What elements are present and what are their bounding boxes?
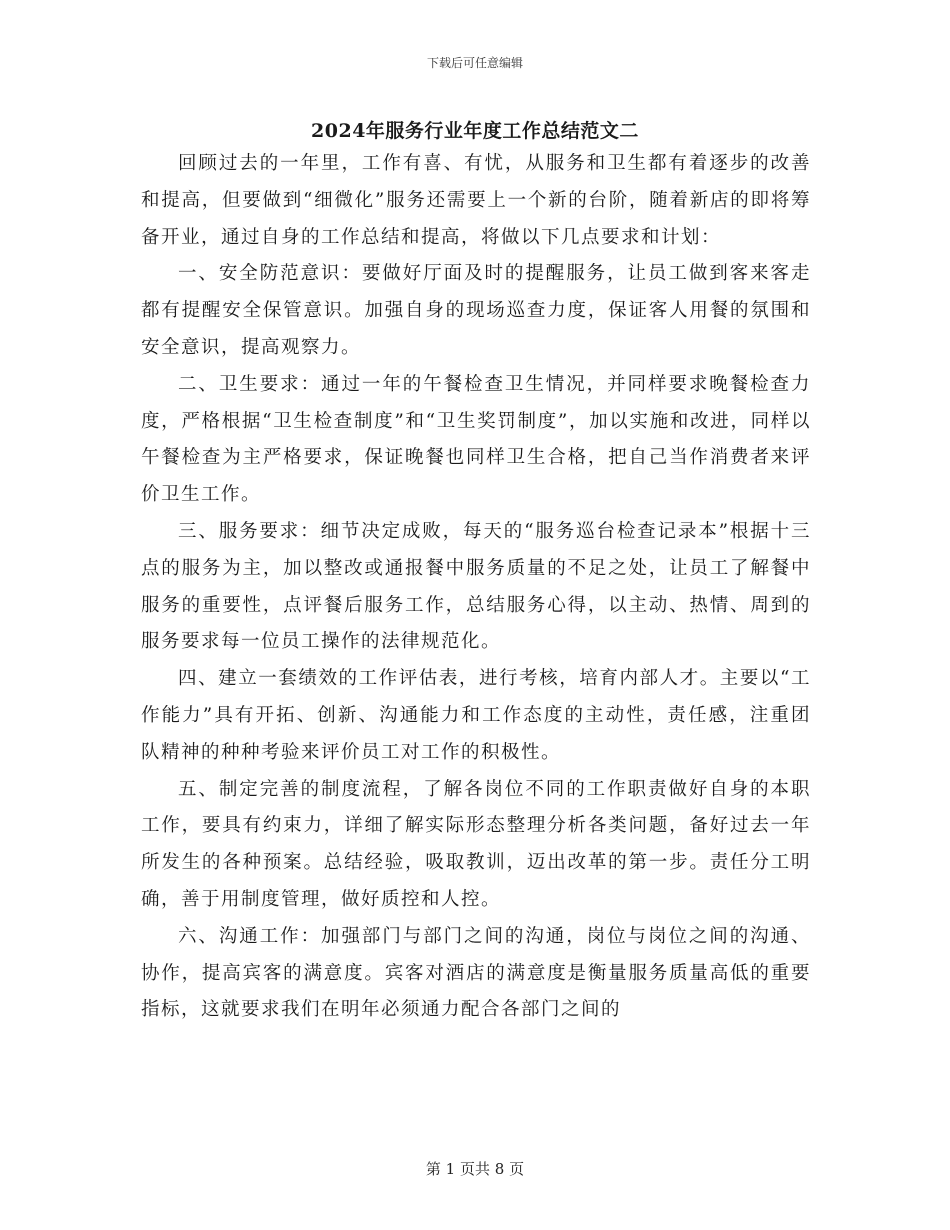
download-note: 下载后可任意编辑 (426, 56, 523, 70)
paragraph-evaluation: 四、建立一套绩效的工作评估表，进行考核，培育内部人才。主要以“工作能力”具有开拓、创新、沟通能力和工作态度的主动性，责任感，注重团队精神的种种考验来评价员工对工作的积极性。 (141, 668, 811, 763)
paragraph-hygiene: 二、卫生要求：通过一年的午餐检查卫生情况，并同样要求晚餐检查力度，严格根据“卫生检查制度”和“卫生奖罚制度”，加以实施和改进，同样以午餐检查为主严格要求，保证晚餐也同样卫生合格，把自己当作消费者来评价卫生工作。 (141, 373, 811, 506)
page-number: 第 1 页共 8 页 (425, 1160, 525, 1178)
document-body (141, 146, 811, 1029)
paragraph-process: 五、制定完善的制度流程，了解各岗位不同的工作职责做好自身的本职工作，要具有约束力，详细了解实际形态整理分析各类问题，备好过去一年所发生的各种预案。总结经验，吸取教训，迈出改革的第一步。责任分工明确，善于用制度管理，做好质控和人控。 (141, 778, 811, 910)
paragraph-service: 三、服务要求：细节决定成败，每天的“服务巡台检查记录本”根据十三点的服务为主，加以整改或通报餐中服务质量的不足之处，让员工了解餐中服务的重要性，点评餐后服务工作，总结服务心得，以主动、热情、周到的服务要求每一位员工操作的法律规范化。 (141, 520, 811, 653)
paragraph-safety: 一、安全防范意识：要做好厅面及时的提醒服务，让员工做到客来客走都有提醒安全保管意识。加强自身的现场巡查力度，保证客人用餐的氛围和安全意识，提高观察力。 (141, 263, 811, 358)
paragraph-communication: 六、沟通工作：加强部门与部门之间的沟通，岗位与岗位之间的沟通、协作，提高宾客的满意度。宾客对酒店的满意度是衡量服务质量高低的重要指标，这就要求我们在明年必须通力配合各部门之间的 (141, 925, 811, 1021)
paragraph-intro: 回顾过去的一年里，工作有喜、有忧，从服务和卫生都有着逐步的改善和提高，但要做到“细微化”服务还需要上一个新的台阶，随着新店的即将筹备开业，通过自身的工作总结和提高，将做以下几点要求和计划： (141, 153, 811, 248)
document-title: 2024年服务行业年度工作总结范文二 (311, 120, 639, 142)
